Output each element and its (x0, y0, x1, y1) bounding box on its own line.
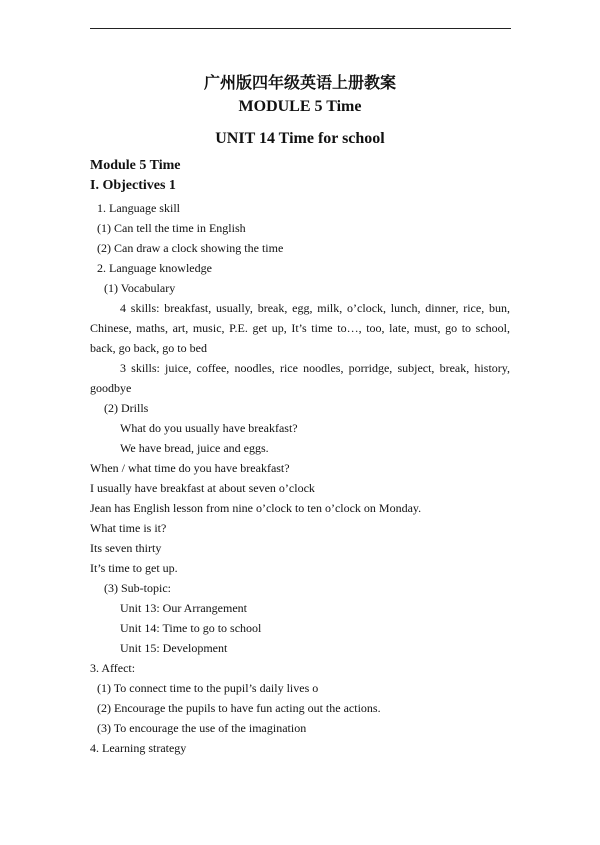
language-skill-line: 1. Language skill (97, 201, 180, 215)
drill-line-6: What time is it? (90, 521, 167, 535)
three-skills-line-2: goodbye (90, 381, 132, 395)
affect-line-2: (2) Encourage the pupils to have fun acting out the actions. (97, 701, 381, 715)
drill-line-8: It’s time to get up. (90, 561, 178, 575)
unit-title: UNIT 14 Time for school (215, 130, 385, 147)
vocabulary-line: (1) Vocabulary (104, 281, 176, 295)
subtopic-line: (3) Sub-topic: (104, 581, 171, 595)
drill-line-7: Its seven thirty (90, 541, 162, 555)
unit-14-line: Unit 14: Time to go to school (120, 621, 262, 635)
drill-line-2: We have bread, juice and eggs. (120, 441, 269, 455)
drill-line-4: I usually have breakfast at about seven o’clock (90, 481, 315, 495)
objectives-heading: I. Objectives 1 (90, 178, 176, 193)
language-knowledge-line: 2. Language knowledge (97, 261, 212, 275)
four-skills-line-2: Chinese, maths, art, music, P.E. get up, It’s time to…, too, late, must, go to school, (90, 321, 510, 335)
drill-line-1: What do you usually have breakfast? (120, 421, 298, 435)
module-heading: Module 5 Time (90, 158, 181, 173)
affect-line-1: (1) To connect time to the pupil’s daily lives o (97, 681, 319, 695)
drills-line: (2) Drills (104, 401, 149, 415)
skill-line-2: (2) Can draw a clock showing the time (97, 241, 284, 255)
chinese-title: 广州版四年级英语上册教案 (203, 75, 396, 92)
four-skills-line-3: back, go back, go to bed (90, 341, 207, 355)
learning-strategy-line: 4. Learning strategy (90, 741, 187, 755)
skill-line-1: (1) Can tell the time in English (97, 221, 246, 235)
drill-line-3: When / what time do you have breakfast? (90, 461, 290, 475)
three-skills-line-1: 3 skills: juice, coffee, noodles, rice noodles, porridge, subject, break, history, (120, 361, 510, 375)
four-skills-line-1: 4 skills: breakfast, usually, break, egg, milk, o’clock, lunch, dinner, rice, bun, (120, 301, 510, 315)
unit-15-line: Unit 15: Development (120, 641, 228, 655)
top-divider (90, 28, 511, 29)
affect-line: 3. Affect: (90, 661, 136, 675)
module-title: MODULE 5 Time (238, 98, 362, 115)
affect-line-3: (3) To encourage the use of the imagination (97, 721, 307, 735)
unit-13-line: Unit 13: Our Arrangement (120, 601, 247, 615)
drill-line-5: Jean has English lesson from nine o’clock to ten o’clock on Monday. (90, 501, 422, 515)
